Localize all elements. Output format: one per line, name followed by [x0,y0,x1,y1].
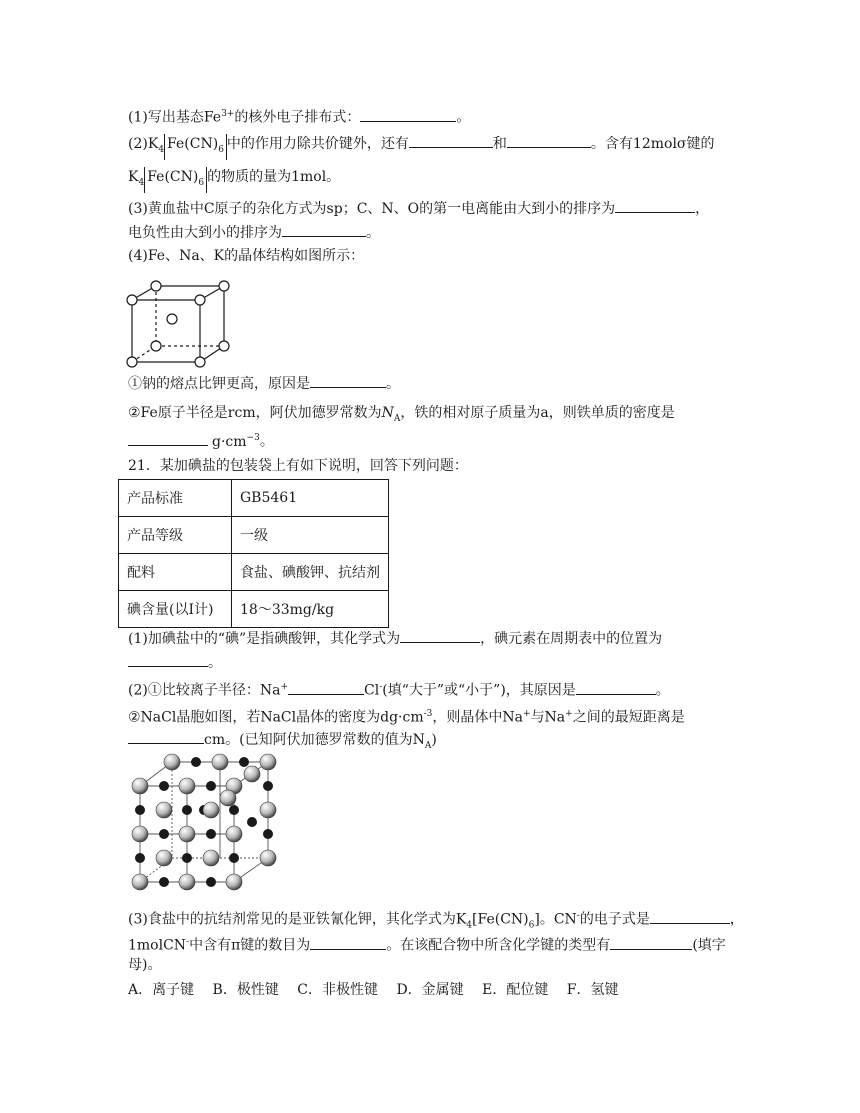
nacl-crystal-figure [128,752,280,892]
table-row: 配料 食盐、碘酸钾、抗结剂 [119,554,389,591]
answer-blank[interactable] [310,935,386,950]
answer-blank[interactable] [128,652,208,667]
table-row: 产品等级 一级 [119,517,389,554]
answer-blank[interactable] [288,680,364,695]
table-row: 碘含量(以I计) 18～33mg/kg [119,591,389,628]
q21-part1-cont: 。 [128,652,222,673]
answer-blank[interactable] [128,431,208,446]
q20-part4-2: ②Fe原子半径是rcm，阿伏加德罗常数为$N_A$，铁的相对原子质量为a，则铁单质的密度是 [128,405,675,424]
answer-blank[interactable] [507,133,591,148]
q20-part1: (1)写出基态$Fe^{3+}$的核外电子排布式： 。 [128,104,470,128]
answer-blank[interactable] [128,729,204,744]
q21-part2-1: (2)①比较离子半径：Na+ Cl-(填“大于”或“小于”)，其原因是 。 [128,677,670,701]
q21-part2-2-cont: cm。(已知阿伏加德罗常数的值为$N_A$) [128,729,437,756]
q21-part3: (3)食盐中的抗结剂常见的是亚铁氰化钾，其化学式为$K_4[Fe(CN)_6]$。CN-的电子式是 ， [128,906,744,935]
q20-part4: (4)Fe、Na、K的晶体结构如图所示： [128,248,365,264]
formula-bracket: $Fe(CN)_6$ [164,134,227,160]
answer-blank[interactable] [650,909,730,924]
q20-part4-1: ①钠的熔点比钾更高，原因是 。 [128,373,400,394]
q21-part2-2: ②NaCl晶胞如图，若NaCl晶体的密度为$dg\cdot cm^{-3}$，则晶体中Na+与Na+之间的最短距离是 [128,709,685,726]
q20-part3-cont: 电负性由大到小的排序为 。 [128,222,380,243]
bcc-crystal-figure [126,280,238,370]
answer-blank[interactable] [400,628,480,643]
q21-options: A．离子键 B．极性键 C．非极性键 D．金属键 E．配位键 F．氢键 [128,982,619,998]
answer-blank[interactable] [615,198,695,213]
answer-blank[interactable] [409,133,493,148]
answer-blank[interactable] [576,680,656,695]
q20-part3: (3)黄血盐中C原子的杂化方式为sp；C、N、O的第一电离能由大到小的排序为 ， [128,198,709,219]
q20-part2: $(2)K_4$ $Fe(CN)_6$ 中的作用力除共价键外，还有 和 。含有12molσ键的 [128,133,714,160]
q20-part2-cont: $K_4$ $Fe(CN)_6$ 的物质的量为1mol。 [128,167,340,193]
q21-part1: (1)加碘盐中的“碘”是指碘酸钾，其化学式为 ，碘元素在周期表中的位置为 [128,628,662,649]
salt-label-table [118,479,389,628]
answer-blank[interactable] [360,107,456,122]
formula-bracket: $Fe(CN)_6$ [144,167,207,193]
q21-part3-cont: 1molCN-中含有π键的数目为 。在该配合物中所含化学键的类型有 (填字 [128,932,726,956]
answer-blank[interactable] [310,373,386,388]
answer-blank[interactable] [282,222,366,237]
q20-part4-2-cont: $g\cdot cm^{-3}$。 [128,428,274,452]
q21-part3-cont2: 母)。 [128,957,162,973]
q21-title: 21．某加碘盐的包装袋上有如下说明，回答下列问题： [128,458,468,474]
table-row: 产品标准 GB5461 [119,480,389,517]
answer-blank[interactable] [610,935,692,950]
